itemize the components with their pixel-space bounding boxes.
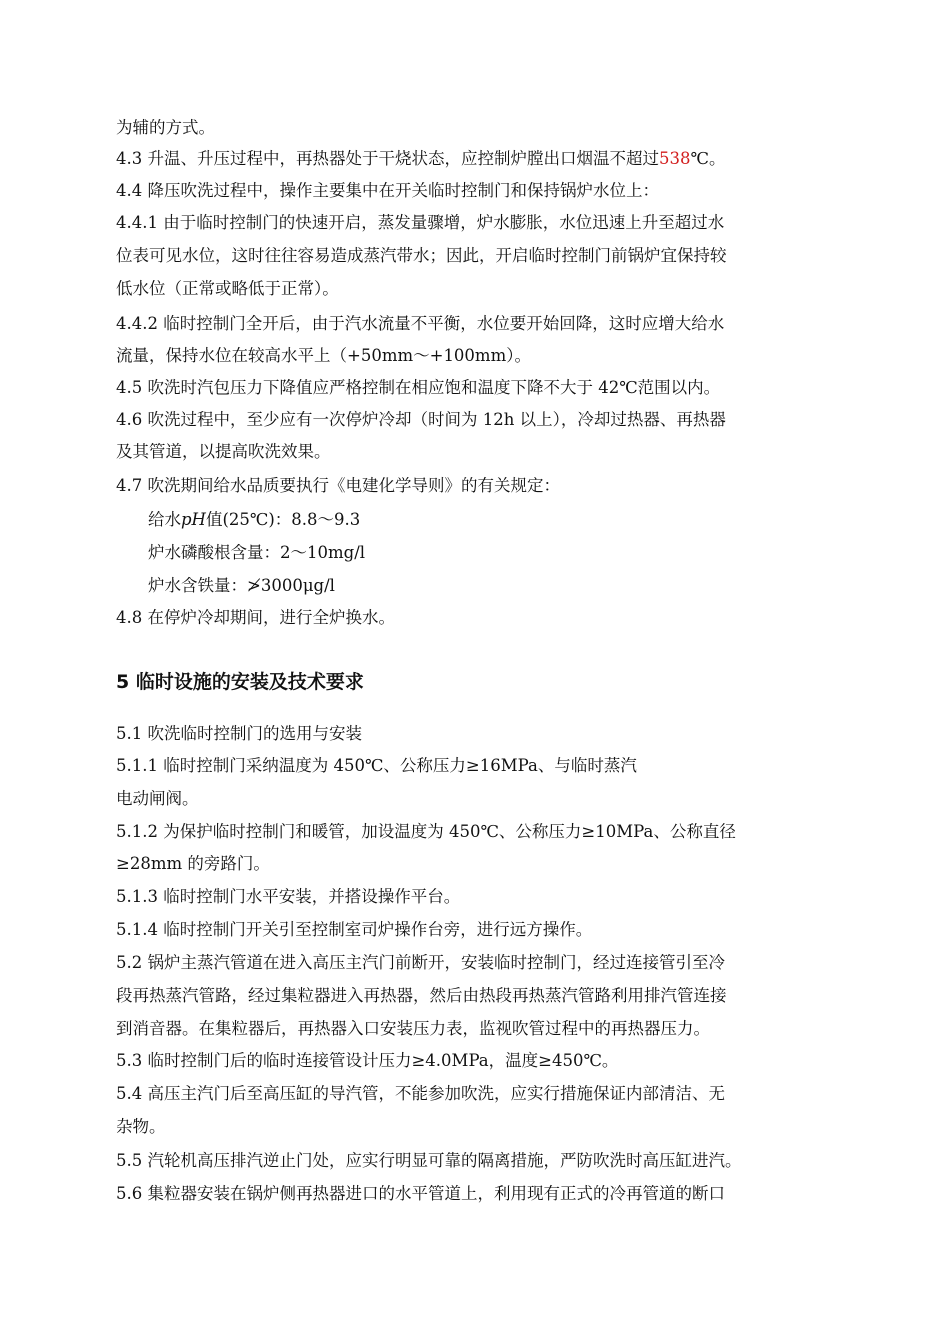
section-4-4-2: 4.4.2 临时控制门全开后，由于汽水流量不平衡，水位要开始回降，这时应增大给水 bbox=[116, 314, 725, 333]
section-4-7: 4.7 吹洗期间给水品质要执行《电建化学导则》的有关规定： bbox=[116, 476, 560, 495]
section-5-3: 5.3 临时控制门后的临时连接管设计压力≥4.0MPa，温度≥450℃。 bbox=[116, 1051, 619, 1070]
text-line: 杂物。 bbox=[116, 1117, 166, 1136]
text-line: 为辅的方式。 bbox=[116, 118, 215, 137]
iron-content-item: 炉水含铁量：≯3000μg/l bbox=[148, 576, 335, 595]
section-5-1-1: 5.1.1 临时控制门采纳温度为 450℃、公称压力≥16MPa、与临时蒸汽 bbox=[116, 756, 637, 775]
text-line: 到消音器。在集粒器后，再热器入口安装压力表，监视吹管过程中的再热器压力。 bbox=[116, 1019, 710, 1038]
text-span: 给水 bbox=[148, 510, 181, 529]
text-span: ℃。 bbox=[690, 149, 726, 168]
section-4-6: 4.6 吹洗过程中，至少应有一次停炉冷却（时间为 12h 以上），冷却过热器、再热器 bbox=[116, 410, 726, 429]
section-5-5: 5.5 汽轮机高压排汽逆止门处，应实行明显可靠的隔离措施，严防吹洗时高压缸进汽。 bbox=[116, 1151, 742, 1170]
section-5-1-3: 5.1.3 临时控制门水平安装，并搭设操作平台。 bbox=[116, 887, 461, 906]
text-line: 段再热蒸汽管路，经过集粒器进入再热器，然后由热段再热蒸汽管路利用排汽管连接 bbox=[116, 986, 727, 1005]
feedwater-ph-item bbox=[148, 509, 360, 531]
section-4-8: 4.8 在停炉冷却期间，进行全炉换水。 bbox=[116, 608, 395, 627]
section-5-4: 5.4 高压主汽门后至高压缸的导汽管，不能参加吹洗，应实行措施保证内部清洁、无 bbox=[116, 1084, 725, 1103]
section-4-4: 4.4 降压吹洗过程中，操作主要集中在开关临时控制门和保持锅炉水位上： bbox=[116, 181, 659, 200]
text-line: 电动闸阀。 bbox=[116, 789, 199, 808]
text-span: 4.3 升温、升压过程中，再热器处于干烧状态，应控制炉膛出口烟温不超过 bbox=[116, 149, 659, 168]
section-5-6: 5.6 集粒器安装在锅炉侧再热器进口的水平管道上，利用现有正式的冷再管道的断口 bbox=[116, 1184, 725, 1203]
section-5-2: 5.2 锅炉主蒸汽管道在进入高压主汽门前断开，安装临时控制门，经过连接管引至冷 bbox=[116, 953, 725, 972]
section-5-1: 5.1 吹洗临时控制门的选用与安装 bbox=[116, 724, 362, 743]
text-line: 流量，保持水位在较高水平上（+50mm～+100mm）。 bbox=[116, 346, 531, 365]
text-line: ≥28mm 的旁路门。 bbox=[116, 854, 270, 873]
section-5-heading: 5 临时设施的安装及技术要求 bbox=[116, 671, 364, 693]
text-span: pH bbox=[181, 510, 206, 529]
text-line: 位表可见水位，这时往往容易造成蒸汽带水；因此，开启临时控制门前锅炉宜保持较 bbox=[116, 246, 727, 265]
highlighted-temperature: 538 bbox=[659, 149, 691, 168]
section-4-3 bbox=[116, 148, 725, 170]
section-4-5: 4.5 吹洗时汽包压力下降值应严格控制在相应饱和温度下降不大于 42℃范围以内。 bbox=[116, 378, 721, 397]
section-4-4-1: 4.4.1 由于临时控制门的快速开启，蒸发量骤增，炉水膨胀，水位迅速上升至超过水 bbox=[116, 213, 725, 232]
text-span: 值(25℃)：8.8～9.3 bbox=[205, 510, 361, 529]
phosphate-item: 炉水磷酸根含量：2～10mg/l bbox=[148, 543, 366, 562]
section-5-1-2: 5.1.2 为保护临时控制门和暖管，加设温度为 450℃、公称压力≥10MPa、公称直径 bbox=[116, 822, 736, 841]
text-line: 及其管道，以提高吹洗效果。 bbox=[116, 442, 331, 461]
text-line: 低水位（正常或略低于正常）。 bbox=[116, 279, 339, 298]
section-5-1-4: 5.1.4 临时控制门开关引至控制室司炉操作台旁，进行远方操作。 bbox=[116, 920, 593, 939]
